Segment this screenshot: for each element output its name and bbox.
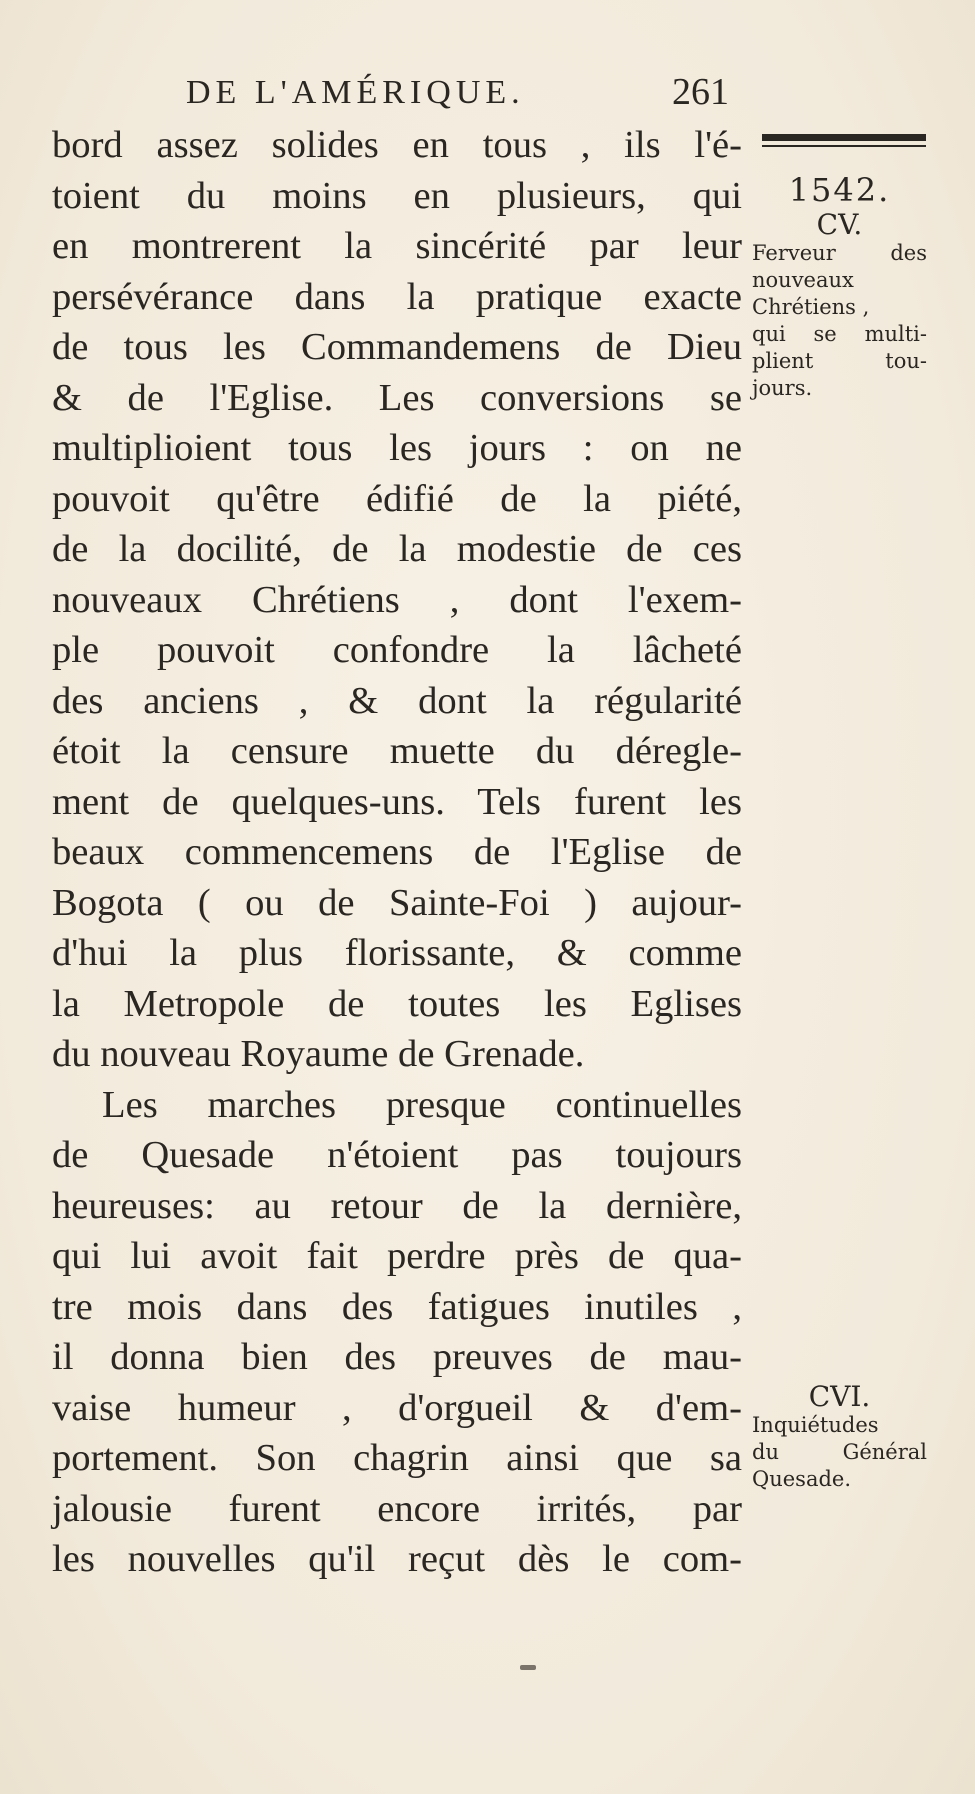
margin-section-number: CVI. bbox=[808, 1380, 871, 1413]
text-line: étoit la censure muette du déregle- bbox=[52, 730, 742, 772]
margin-note-line: nouveaux bbox=[752, 268, 854, 292]
margin-note-line: Ferveur des bbox=[752, 241, 927, 265]
text-line: beaux commencemens de l'Eglise de bbox=[52, 831, 742, 873]
text-line: tre mois dans des fatigues inutiles , bbox=[52, 1285, 742, 1328]
ink-speck bbox=[520, 1665, 536, 1670]
text-line: de la docilité, de la modestie de ces bbox=[52, 528, 742, 570]
text-line: en montrerent la sincérité par leur bbox=[52, 225, 742, 267]
margin-rule bbox=[762, 134, 926, 141]
text-line: du nouveau Royaume de Grenade. bbox=[52, 1033, 585, 1075]
margin-note-cvi bbox=[752, 1382, 927, 1493]
paragraph-start-line: Les marches presque continuelles bbox=[102, 1083, 742, 1126]
text-line: nouveaux Chrétiens , dont l'exem- bbox=[52, 578, 742, 621]
text-line: jalousie furent encore irrités, par bbox=[52, 1487, 742, 1530]
margin-note-line: Inquiétudes bbox=[752, 1413, 879, 1437]
margin-note-line: jours. bbox=[752, 376, 813, 400]
margin-note-line: qui se multi- bbox=[752, 322, 927, 346]
page-number: 261 bbox=[672, 71, 729, 113]
text-line: heureuses: au retour de la dernière, bbox=[52, 1184, 742, 1227]
text-line: multiplioient tous les jours : on ne bbox=[52, 427, 742, 469]
text-line: de tous les Commandemens de Dieu bbox=[52, 326, 742, 368]
text-line: bord assez solides en tous , ils l'é- bbox=[52, 124, 742, 166]
margin-year: 1542. bbox=[788, 171, 891, 209]
text-line: pouvoit qu'être édifié de la piété, bbox=[52, 477, 742, 520]
text-line: ment de quelques-uns. Tels furent les bbox=[52, 780, 742, 823]
running-head bbox=[186, 74, 746, 112]
running-title: DE L'AMÉRIQUE. bbox=[186, 74, 525, 111]
margin-note-line: du Général bbox=[752, 1440, 927, 1464]
text-line: de Quesade n'étoient pas toujours bbox=[52, 1134, 742, 1176]
text-line: il donna bien des preuves de mau- bbox=[52, 1336, 742, 1378]
text-line: & de l'Eglise. Les conversions se bbox=[52, 376, 742, 419]
text-line: vaise humeur , d'orgueil & d'em- bbox=[52, 1386, 742, 1429]
text-line: la Metropole de toutes les Eglises bbox=[52, 982, 742, 1025]
margin-note-cv bbox=[752, 170, 927, 402]
margin-note-line: Chrétiens , bbox=[752, 295, 870, 319]
text-line: qui lui avoit fait perdre près de qua- bbox=[52, 1235, 742, 1277]
margin-note-line: plient tou- bbox=[752, 349, 927, 373]
text-line: ple pouvoit confondre la lâcheté bbox=[52, 629, 742, 671]
text-line: Bogota ( ou de Sainte-Foi ) aujour- bbox=[52, 881, 742, 924]
body-text bbox=[52, 120, 742, 1585]
text-line: portement. Son chagrin ainsi que sa bbox=[52, 1437, 742, 1479]
text-line: les nouvelles qu'il reçut dès le com- bbox=[52, 1538, 742, 1580]
text-line: des anciens , & dont la régularité bbox=[52, 679, 742, 722]
text-line: persévérance dans la pratique exacte bbox=[52, 275, 742, 318]
text-line: toient du moins en plusieurs, qui bbox=[52, 174, 742, 217]
margin-rule-thin bbox=[762, 145, 926, 147]
margin-section-number: CV. bbox=[816, 208, 863, 241]
text-line: d'hui la plus florissante, & comme bbox=[52, 932, 742, 974]
margin-note-line: Quesade. bbox=[752, 1467, 852, 1491]
